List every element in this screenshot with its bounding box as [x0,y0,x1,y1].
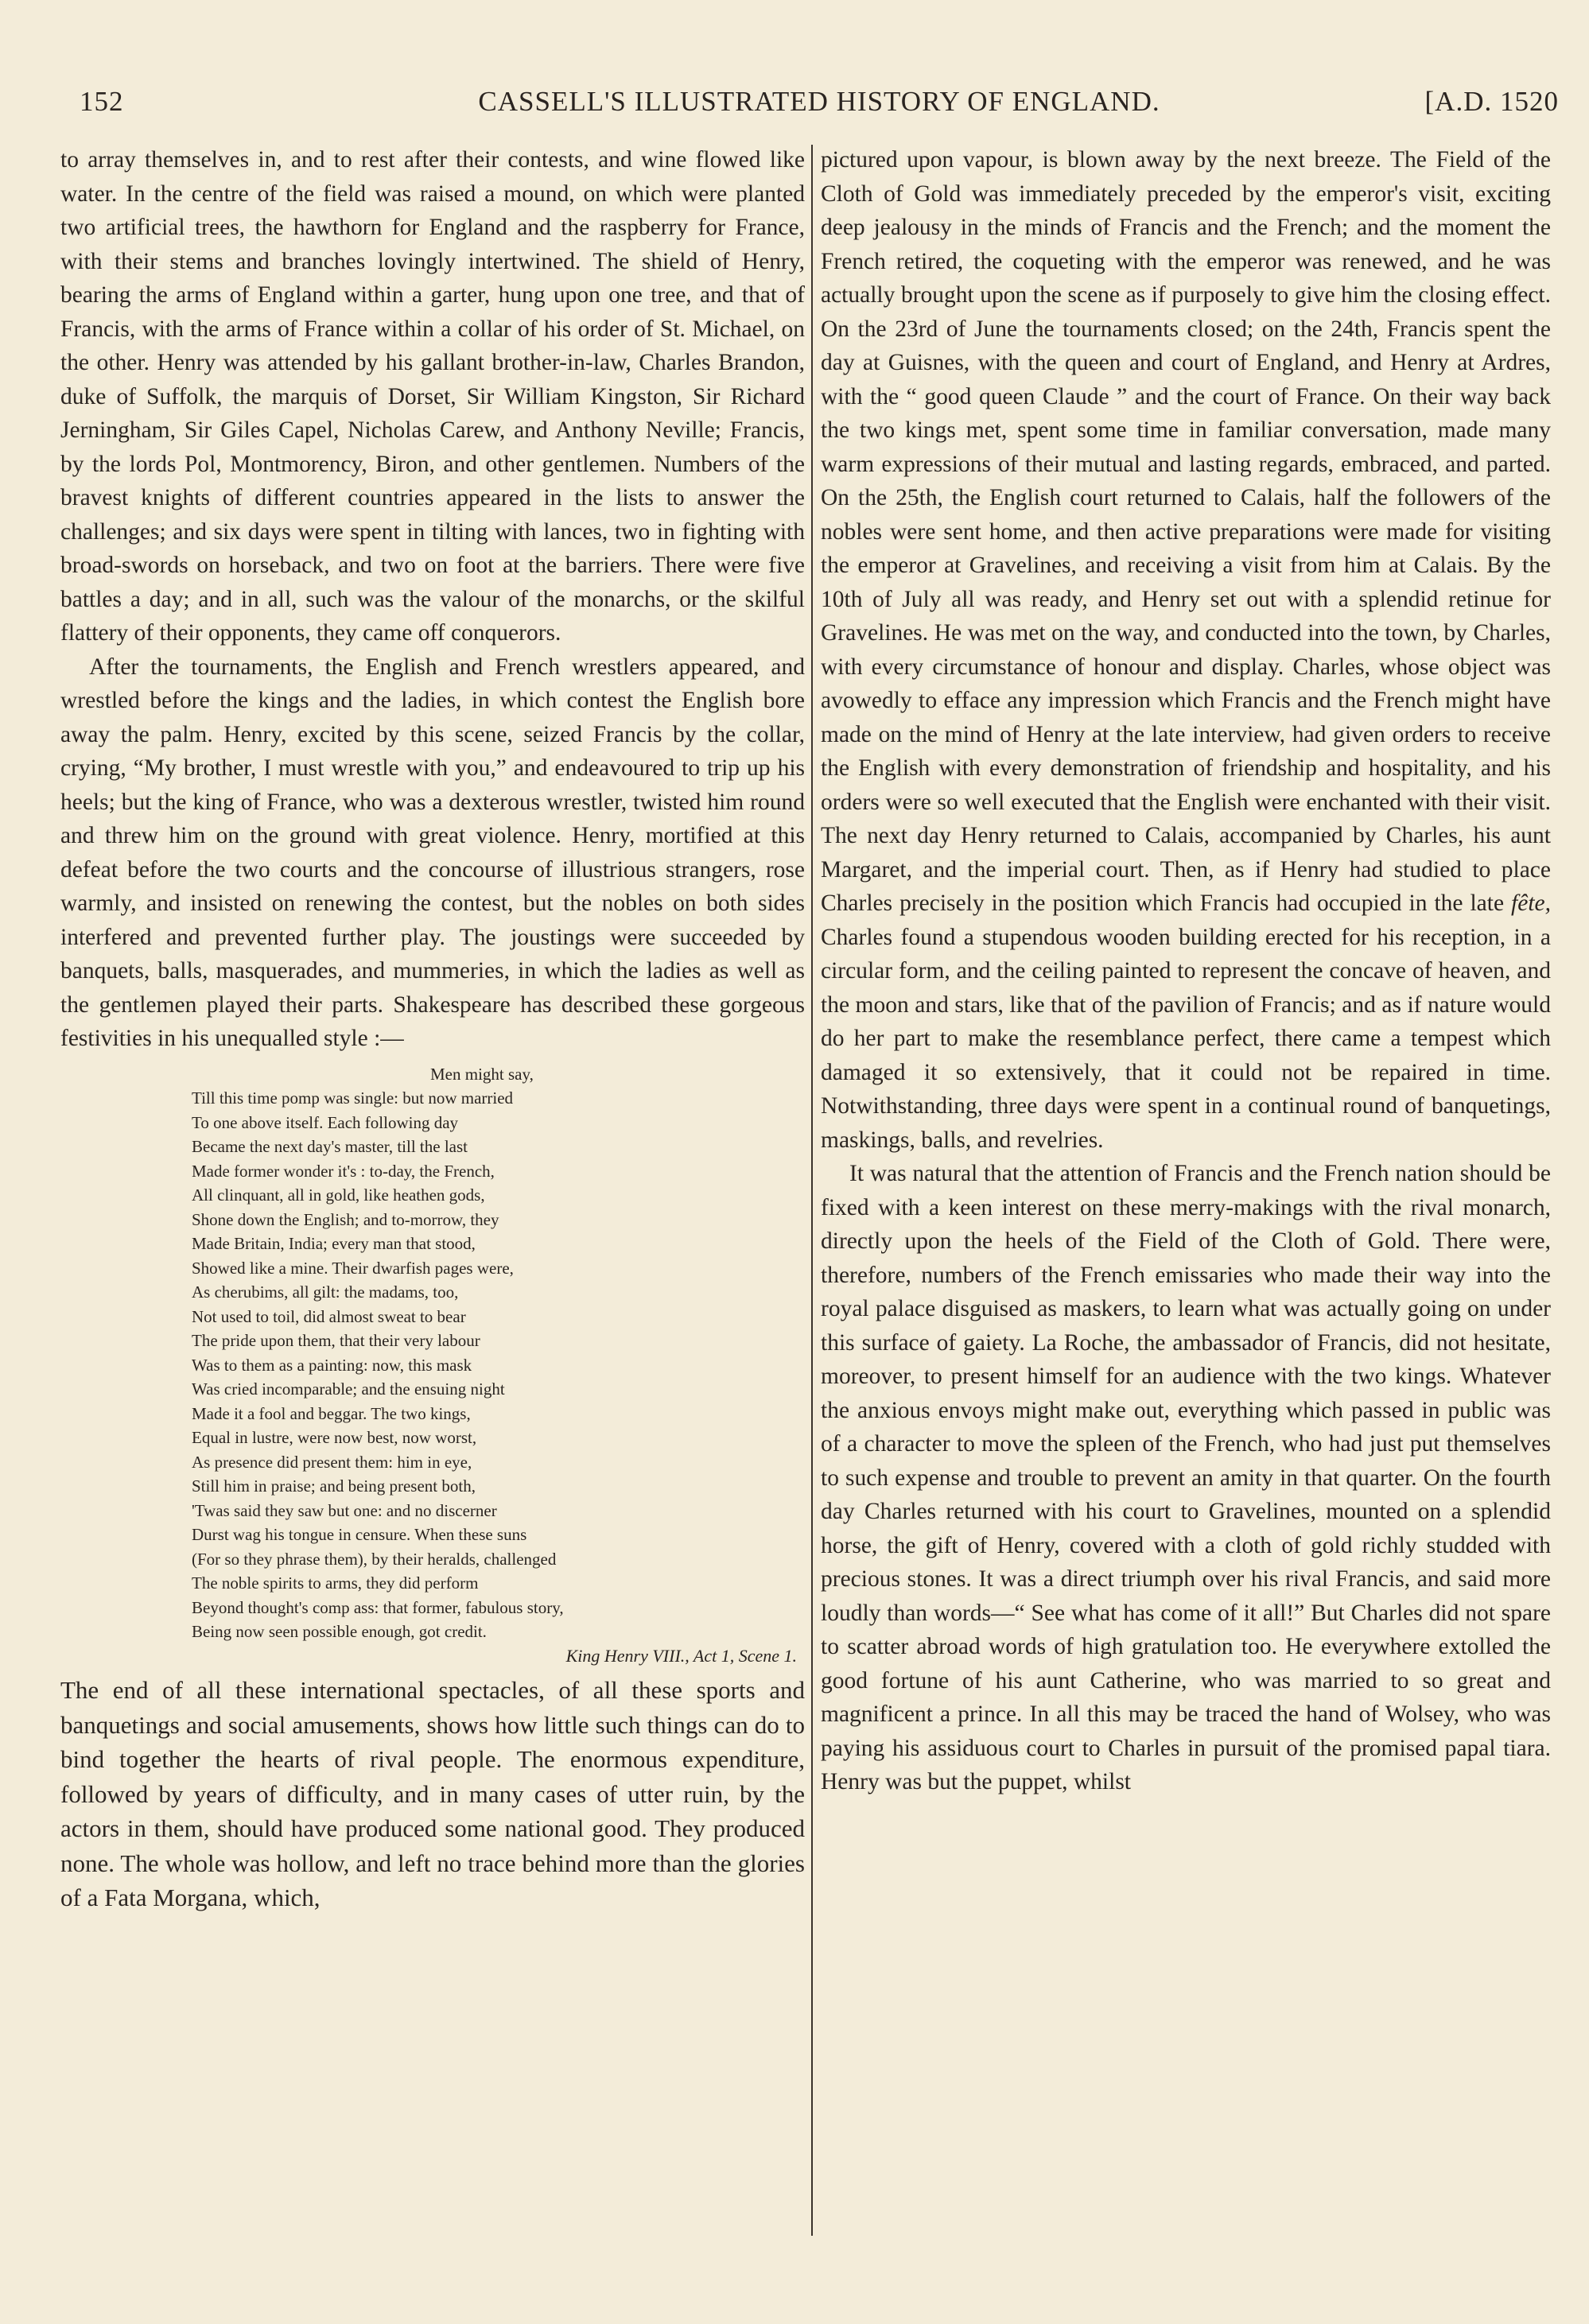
verse-line: Made former wonder it's : to-day, the French, [192,1161,495,1181]
verse-line: The pride upon them, that their very labour [192,1331,480,1350]
verse-line: Was cried incomparable; and the ensuing night [192,1379,505,1399]
verse-line: Men might say, [430,1064,534,1084]
verse-line: Showed like a mine. Their dwarfish pages were, [192,1258,514,1278]
verse-line: Shone down the English; and to-morrow, they [192,1209,499,1229]
verse-line: Beyond thought's comp ass: that former, fabulous story, [192,1597,564,1617]
verse-line: Being now seen possible enough, got credit. [192,1622,487,1641]
header-date: [A.D. 1520 [1424,86,1559,117]
verse-line: All clinquant, all in gold, like heathen gods, [192,1185,485,1205]
verse-line: Till this time pomp was single: but now married [192,1088,514,1108]
verse-line: The noble spirits to arms, they did perform [192,1573,479,1593]
paragraph: The end of all these international spectacles, of all these sports and banquetings and social amusements, shows how little such things can do to bind together the hearts of rival people. The enormous expenditure, followed by years of difficulty, and in many cases of utter ruin, by the actors in them, should have produced some national good. They produced none. The whole was hollow, and left no trace behind more than the glories of a Fata Morgana, which, [60,1676,805,1911]
verse-line: Durst wag his tongue in censure. When these suns [192,1525,527,1544]
verse-line: (For so they phrase them), by their heralds, challenged [192,1549,557,1569]
italic-word: fête, [1511,890,1551,916]
verse-citation: King Henry VIII., Act 1, Scene 1. [565,1645,797,1666]
verse-line: Not used to toil, did almost sweat to bear [192,1306,466,1326]
verse-line: To one above itself. Each following day [192,1112,459,1132]
paragraph: to array themselves in, and to rest after their contests, and wine flowed like water. In the centre of the field was raised a mound, on which were planted two artificial trees, the hawthorn for England and the raspberry for France, with their stems and branches lovingly intertwined. The shield of Henry, bearing the arms of England within a garter, hung upon one tree, and that of Francis, with the arms of France within a collar of his order of St. Michael, on the other. Henry was attended by his gallant brother-in-law, Charles Brandon, duke of Suffolk, the marquis of Dorset, Sir William Kingston, Sir Richard Jerningham, Sir Giles Capel, Nicholas Carew, and Anthony Neville; Francis, by the lords Pol, Montmorency, Biron, and other gentlemen. Numbers of the bravest knights of different countries appeared in the lists to answer the challenges; and six days were spent in tilting with lances, two in fighting with broad-swords on horseback, and two on foot at the barriers. There were five battles a day; and in all, such was the valour of the monarchs, or the skilful flattery of their opponents, they came off conquerors. [60,147,805,646]
verse-line: As cherubims, all gilt: the madams, too, [192,1282,459,1302]
verse-line: Became the next day's master, till the last [192,1137,468,1156]
verse-line: Still him in praise; and being present both, [192,1476,476,1496]
column-divider [811,145,813,2236]
paragraph-text: pictured upon vapour, is blown away by the next breeze. The Field of the Cloth of Gold was immediately preceded by the emperor's visit, exciting deep jealousy in the minds of Francis and the French; and the moment the French retired, the coqueting with the emperor was renewed, and he was actually brought upon the scene as if purposely to give him the closing effect. On the 23rd of June the tournaments closed; on the 24th, Francis spent the day at Guisnes, with the queen and court of England, and Henry at Ardres, with the “ good queen Claude ” and the court of France. On their way back the two kings met, spent some time in familiar conversation, made many warm expressions of their mutual and lasting regards, embraced, and parted. On the 25th, the English court returned to Calais, half the followers of the nobles were sent home, and then active preparations were made for visiting the emperor at Gravelines, and receiving a visit from him at Calais. By the 10th of July all was ready, and Henry set out with a splendid retinue for Gravelines. He was met on the way, and conducted into the town, by Charles, with every circumstance of honour and display. Charles, whose object was avowedly to efface any impression which Francis and the French might have made on the mind of Henry at the late interview, had given orders to receive the English with every demonstration of friendship and hospitality, and his orders were so well executed that the English were enchanted with their visit. The next day Henry returned to Calais, accompanied by Charles, his aunt Margaret, and the imperial court. Then, as if Henry had studied to place Charles precisely in the position which Francis had occupied in the late [821,147,1551,916]
running-header [80,80,1559,127]
right-column [821,143,1551,2242]
verse-line: Equal in lustre, were now best, now worst, [192,1428,477,1447]
paragraph: It was natural that the attention of Francis and the French nation should be fixed with a keen interest on these merry-makings with the rival monarch, directly upon the heels of the Field of the Cloth of Gold. There were, therefore, numbers of the French emissaries who made their way into the royal palace disguised as maskers, to learn what was actually going on under this surface of gaiety. La Roche, the ambassador of Francis, did not hesitate, moreover, to present himself for an audience with the two kings. Whatever the anxious envoys might make out, everything which passed in public was of a character to move the spleen of the French, who had just put themselves to such expense and trouble to prevent an amity in that quarter. On the fourth day Charles returned with his court to Gravelines, mounted on a splendid horse, the gift of Henry, covered with a cloth of gold richly studded with precious stones. It was a direct triumph over his rival Francis, and said more loudly than words—“ See what has come of it all!” But Charles did not spare to scatter abroad words of high gratulation too. He everywhere extolled the good fortune of his aunt Catherine, who was married to so great and magnificent a prince. In all this may be traced the hand of Wolsey, who was paying his assiduous court to Charles in pursuit of the promised papal tiara. Henry was but the puppet, whilst [821,1161,1551,1794]
verse-quotation [60,1062,805,1669]
paragraph [821,143,1551,1157]
paragraph: After the tournaments, the English and French wrestlers appeared, and wrestled before the kings and the ladies, in which contest the English bore away the palm. Henry, excited by this scene, seized Francis by the collar, crying, “My brother, I must wrestle with you,” and endeavoured to trip up his heels; but the king of France, who was a dexterous wrestler, twisted him round and threw him on the ground with great violence. Henry, mortified at this defeat before the two courts and the concourse of illustrious strangers, rose warmly, and insisted on renewing the contest, but the nobles on both sides interfered and prevented further play. The joustings were succeeded by banquets, balls, masquerades, and mummeries, in which the ladies as well as the gentlemen played their parts. Shakespeare has described these gorgeous festivities in his unequalled style :— [60,654,805,1051]
page-number: 152 [80,86,124,117]
verse-line: Made Britain, India; every man that stood, [192,1234,476,1253]
left-column [60,143,805,2242]
verse-line: 'Twas said they saw but one: and no discerner [192,1500,497,1520]
verse-line: As presence did present them: him in eye, [192,1452,472,1472]
running-title: CASSELL'S ILLUSTRATED HISTORY OF ENGLAND. [478,86,1160,117]
verse-line: Was to them as a painting: now, this mask [192,1355,472,1375]
paragraph-text: Charles found a stupendous wooden building erected for his reception, in a circular form, and the ceiling painted to represent the concave of heaven, and the moon and stars, like that of the pavilion of Francis; and as if nature would do her part to make the resemblance perfect, there came a tempest which damaged it so extensively, that it could not be repaired in time. Notwithstanding, three days were spent in a continual round of banquetings, maskings, balls, and revelries. [821,924,1551,1153]
verse-line: Made it a fool and beggar. The two kings, [192,1403,471,1423]
